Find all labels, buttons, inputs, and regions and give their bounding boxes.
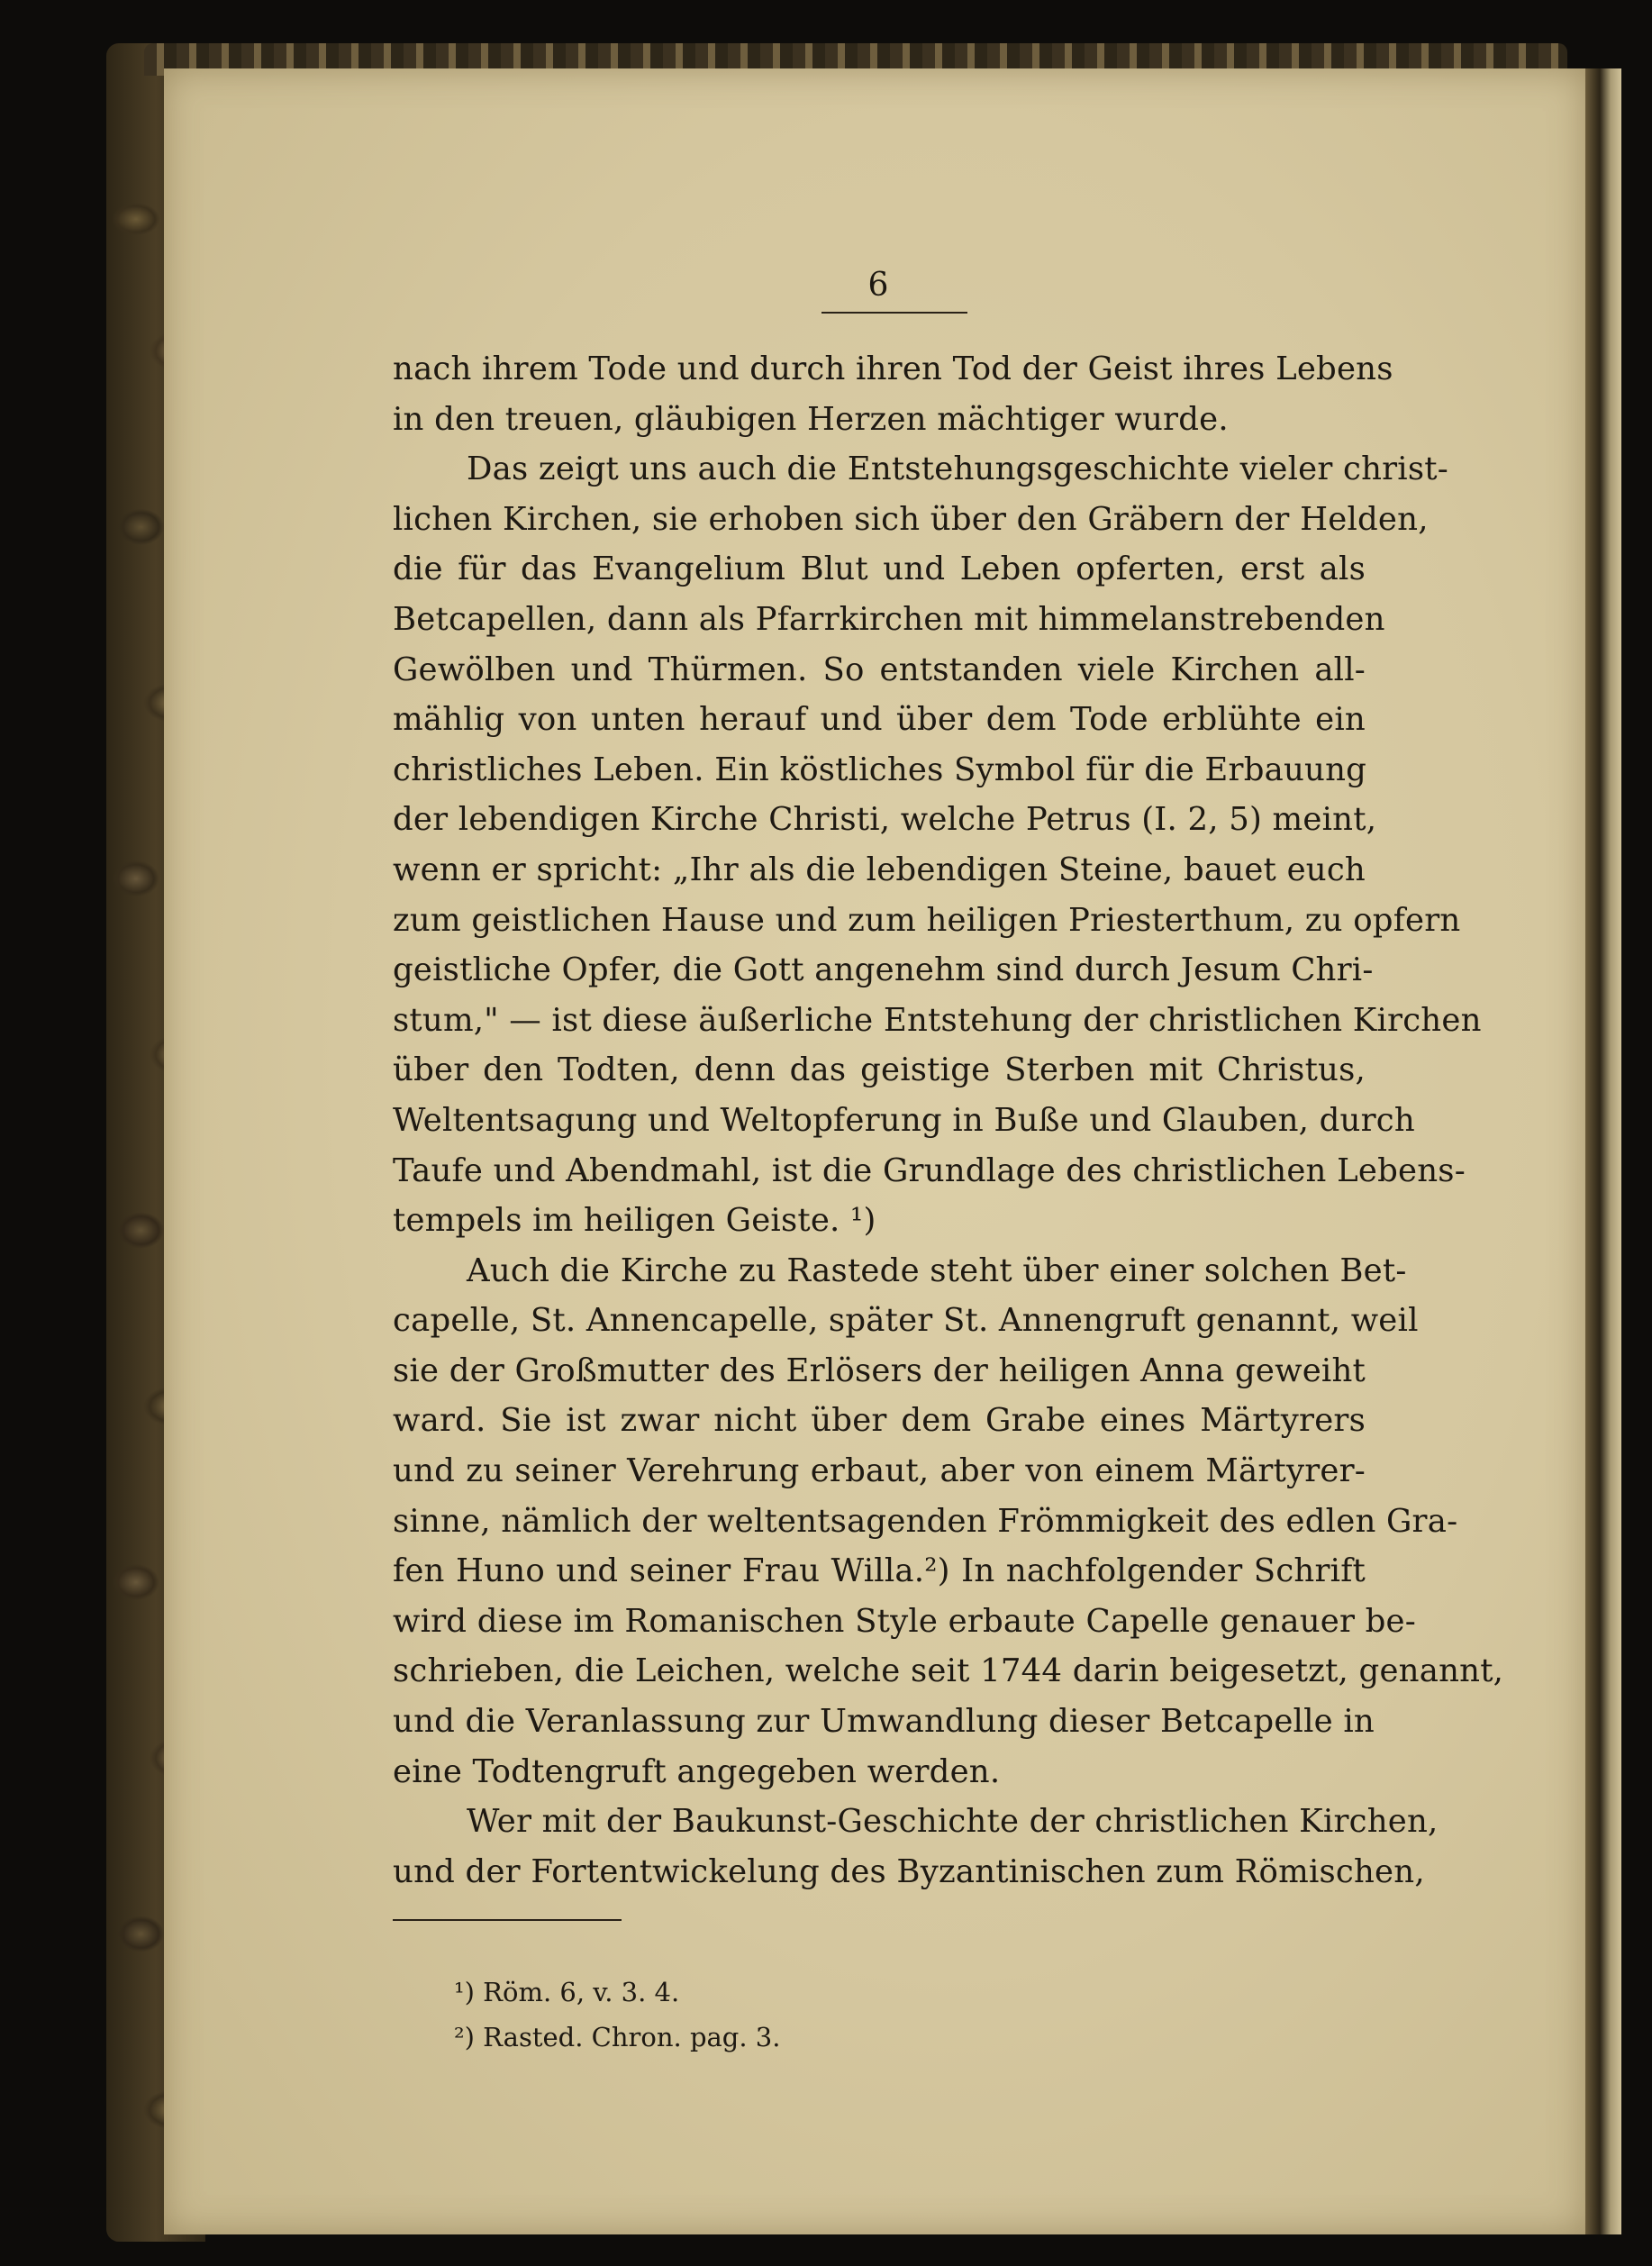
footnote-rule: [393, 1919, 622, 1921]
text-line: capelle, St. Annencapelle, später St. Annengruft genannt, weil: [393, 1302, 1419, 1340]
page-number: 6: [867, 267, 889, 304]
footnotes: [454, 1970, 1085, 2060]
text-line: nach ihrem Tode und durch ihren Tod der Geist ihres Lebens: [393, 350, 1393, 387]
text-line: und zu seiner Verehrung erbaut, aber von einem Märtyrer-: [393, 1452, 1366, 1490]
footnote: ²) Rasted. Chron. pag. 3.: [454, 2022, 781, 2052]
text-line: christliches Leben. Ein köstliches Symbol für die Erbauung: [393, 751, 1367, 788]
text-line: mählig von unten herauf und über dem Tode erblühte ein: [393, 701, 1366, 739]
text-line: lichen Kirchen, sie erhoben sich über den Gräbern der Helden,: [393, 500, 1429, 538]
text-line: fen Huno und seiner Frau Willa.²) In nachfolgender Schrift: [393, 1552, 1366, 1590]
text-line: eine Todtengruft angegeben werden.: [393, 1752, 1001, 1790]
text-line: sie der Großmutter des Erlösers der heiligen Anna geweiht: [393, 1351, 1366, 1389]
text-line: Taufe und Abendmahl, ist die Grundlage des christlichen Lebens-: [393, 1151, 1466, 1189]
text-line: die für das Evangelium Blut und Leben opferten, erst als: [393, 551, 1366, 588]
text-line: sinne, nämlich der weltentsagenden Frömmigkeit des edlen Gra-: [393, 1502, 1458, 1540]
text-line: wird diese im Romanischen Style erbaute Capelle genauer be-: [393, 1602, 1416, 1640]
header-rule: [821, 312, 967, 314]
text-line: stum," — ist diese äußerliche Entstehung der christlichen Kirchen: [393, 1001, 1482, 1039]
text-line: der lebendigen Kirche Christi, welche Petrus (I. 2, 5) meint,: [393, 801, 1377, 839]
text-line: und der Fortentwickelung des Byzantinischen zum Römischen,: [393, 1852, 1425, 1890]
text-line: schrieben, die Leichen, welche seit 1744 darin beigesetzt, genannt,: [393, 1652, 1504, 1690]
text-line: in den treuen, gläubigen Herzen mächtiger wurde.: [393, 400, 1229, 438]
text-line: Das zeigt uns auch die Entstehungsgeschichte vieler christ-: [467, 450, 1448, 488]
text-line: Wer mit der Baukunst-Geschichte der christlichen Kirchen,: [467, 1803, 1439, 1841]
text-line: geistliche Opfer, die Gott angenehm sind durch Jesum Chri-: [393, 951, 1374, 989]
body-text: [393, 344, 1504, 1897]
text-line: wenn er spricht: „Ihr als die lebendigen Steine, bauet euch: [393, 851, 1366, 888]
text-line: und die Veranlassung zur Umwandlung dieser Betcapelle in: [393, 1703, 1375, 1741]
text-line: tempels im heiligen Geiste. ¹): [393, 1202, 876, 1240]
text-line: Betcapellen, dann als Pfarrkirchen mit himmelanstrebenden: [393, 600, 1385, 638]
text-line: über den Todten, denn das geistige Sterben mit Christus,: [393, 1051, 1366, 1089]
page-gutter: [1585, 68, 1621, 2234]
text-line: Auch die Kirche zu Rastede steht über einer solchen Bet-: [467, 1251, 1407, 1289]
footnote: ¹) Röm. 6, v. 3. 4.: [454, 1977, 680, 2007]
text-line: Weltentsagung und Weltopferung in Buße und Glauben, durch: [393, 1101, 1415, 1139]
text-line: zum geistlichen Hause und zum heiligen Priesterthum, zu opfern: [393, 901, 1461, 939]
text-line: ward. Sie ist zwar nicht über dem Grabe eines Märtyrers: [393, 1402, 1366, 1440]
text-line: Gewölben und Thürmen. So entstanden viele Kirchen all-: [393, 651, 1366, 688]
